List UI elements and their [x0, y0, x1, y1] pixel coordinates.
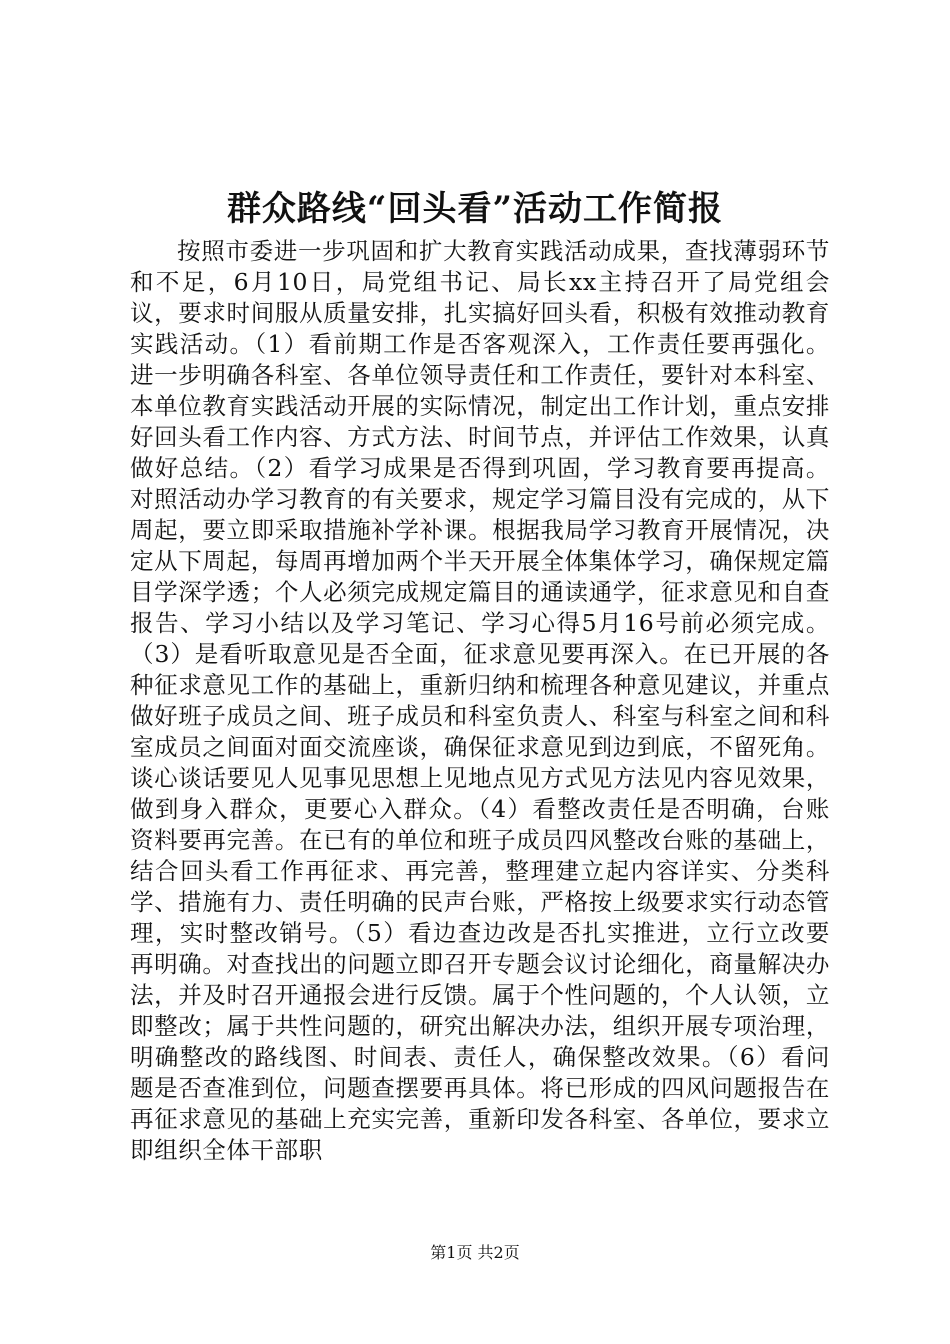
document-title: 群众路线“回头看”活动工作简报 [226, 189, 724, 229]
document-body: 按照市委进一步巩固和扩大教育实践活动成果，查找薄弱环节和不足，6月10日，局党组书记、局长xx主持召开了局党组会议，要求时间服从质量安排，扎实搞好回头看，积极有效推动教育实践活动。（1）看前期工作是否客观深入，工作责任要再强化。进一步明确各科室、各单位领导责任和工作责任，要针对本科室、本单位教育实践活动开展的实际情况，制定出工作计划，重点安排好回头看工作内容、方式方法、时间节点，并评估工作效果，认真做好总结。（2）看学习成果是否得到巩固，学习教育要再提高。对照活动办学习教育的有关要求，规定学习篇目没有完成的，从下周起，要立即采取措施补学补课。根据我局学习教育开展情况，决定从下周起，每周再增加两个半天开展全体集体学习，确保规定篇目学深学透；个人必须完成规定篇目的通读通学，征求意见和自查报告、学习小结以及学习笔记、学习心得5月16号前必须完成。（3）是看听取意见是否全面，征求意见要再深入。在已开展的各种征求意见工作的基础上，重新归纳和梳理各种意见建议，并重点做好班子成员之间、班子成员和科室负责人、科室与科室之间和科室成员之间面对面交流座谈，确保征求意见到边到底，不留死角。谈心谈话要见人见事见思想上见地点见方式见方法见内容见效果，做到身入群众，更要心入群众。（4）看整改责任是否明确，台账资料要再完善。在已有的单位和班子成员四风整改台账的基础上，结合回头看工作再征求、再完善，整理建立起内容详实、分类科学、措施有力、责任明确的民声台账，严格按上级要求实行动态管理，实时整改销号。（5）看边查边改是否扎实推进，立行立改要再明确。对查找出的问题立即召开专题会议讨论细化，商量解决办法，并及时召开通报会进行反馈。属于个性问题的，个人认领，立即整改；属于共性问题的，研究出解决办法，组织开展专项治理，明确整改的路线图、时间表、责任人，确保整改效果。（6）看问题是否查准到位，问题查摆要再具体。将已形成的四风问题报告在再征求意见的基础上充实完善，重新印发各科室、各单位，要求立即组织全体干部职 [130, 237, 830, 1164]
page-footer: 第1页 共2页 [430, 1243, 520, 1262]
